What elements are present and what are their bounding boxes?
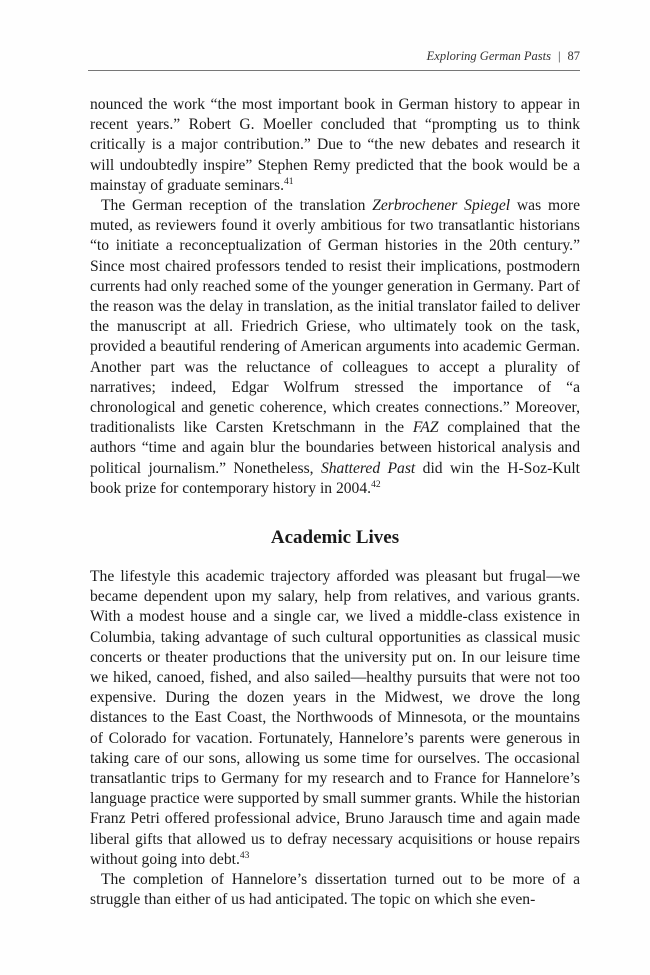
paragraph xyxy=(90,567,580,870)
paragraph-text: did win the H-Soz-Kult book prize for contemporary history in 2004. xyxy=(90,459,580,497)
paragraph-text: complained that the authors “time and again blur the boundaries between historical analysis and political journalism.” Nonetheless, xyxy=(90,419,580,477)
paragraph-text: The completion of Hannelore’s dissertation turned out to be more of a struggle than either of us had anticipated. The topic on which she even- xyxy=(90,871,580,909)
paragraph-text: The German reception of the translation xyxy=(101,197,373,215)
page-number: 87 xyxy=(567,49,580,63)
header-rule xyxy=(88,70,580,71)
paragraph-text: The lifestyle this academic trajectory afforded was pleasant but frugal—we became dependent upon my salary, help from relatives, and various grants. With a modest house and a single car, we lived a middle-class existence in Columbia, taking advantage of such cultural opportunities as classical music concerts or theater productions that the university put on. In our leisure time we hiked, canoed, fished, and also sailed—healthy pursuits that were not too expensive. During the dozen years in the Midwest, we drove the long distances to the East Coast, the Northwoods of Minnesota, or the mountains of Colorado for vacation. Fortunately, Hannelore’s parents were generous in taking care of our sons, allowing us some time for ourselves. The occasional transatlantic trips to Germany for my research and to France for Hannelore’s language practice were supported by small summer grants. While the historian Franz Petri offered professional advice, Bruno Jarausch time and again made liberal gifts that allowed us to defray necessary acquisitions or house repairs without going into debt. xyxy=(90,568,580,868)
text-block-top xyxy=(90,95,580,499)
footnote-marker: 42 xyxy=(371,479,381,490)
paragraph xyxy=(90,870,580,910)
section-heading: Academic Lives xyxy=(270,527,400,548)
book-title-italic: Shattered Past xyxy=(320,459,416,477)
text-block-bottom xyxy=(90,567,580,910)
paragraph-text: was more muted, as reviewers found it overly ambitious for two transatlantic historians “to initiate a reconceptualization of German histories in the 20th century.” Since most chaired professors tended to resist their implications, postmodern currents had only reached some of the younger generation in Germany. Part of the reason was the delay in translation, as the initial translator failed to deliver the manuscript at all. Friedrich Griese, who ultimately took on the task, provided a beautiful rendering of American arguments into academic German. Another part was the reluctance of colleagues to accept a plurality of narratives; indeed, Edgar Wolfrum stressed the importance of “a chronological and genetic coherence, which creates connections.” Moreover, traditionalists like Carsten Kretschmann in the xyxy=(90,197,581,437)
footnote-marker: 41 xyxy=(284,176,294,187)
paragraph-text: nounced the work “the most important book in German history to appear in recent years.” Robert G. Moeller concluded that “prompting us to think critically is a major contribution.” Due to “the new debates and research it will undoubtedly inspire” Stephen Remy predicted that the book would be a mainstay of graduate seminars. xyxy=(90,96,580,194)
book-title-italic: Zerbrochener Spiegel xyxy=(372,197,511,215)
paragraph xyxy=(90,196,580,499)
running-header xyxy=(88,49,580,69)
header-separator: | xyxy=(557,49,561,63)
paragraph xyxy=(90,95,580,196)
newspaper-title-italic: FAZ xyxy=(412,419,439,437)
footnote-marker: 43 xyxy=(239,850,250,861)
running-header-title: Exploring German Pasts xyxy=(426,49,551,63)
